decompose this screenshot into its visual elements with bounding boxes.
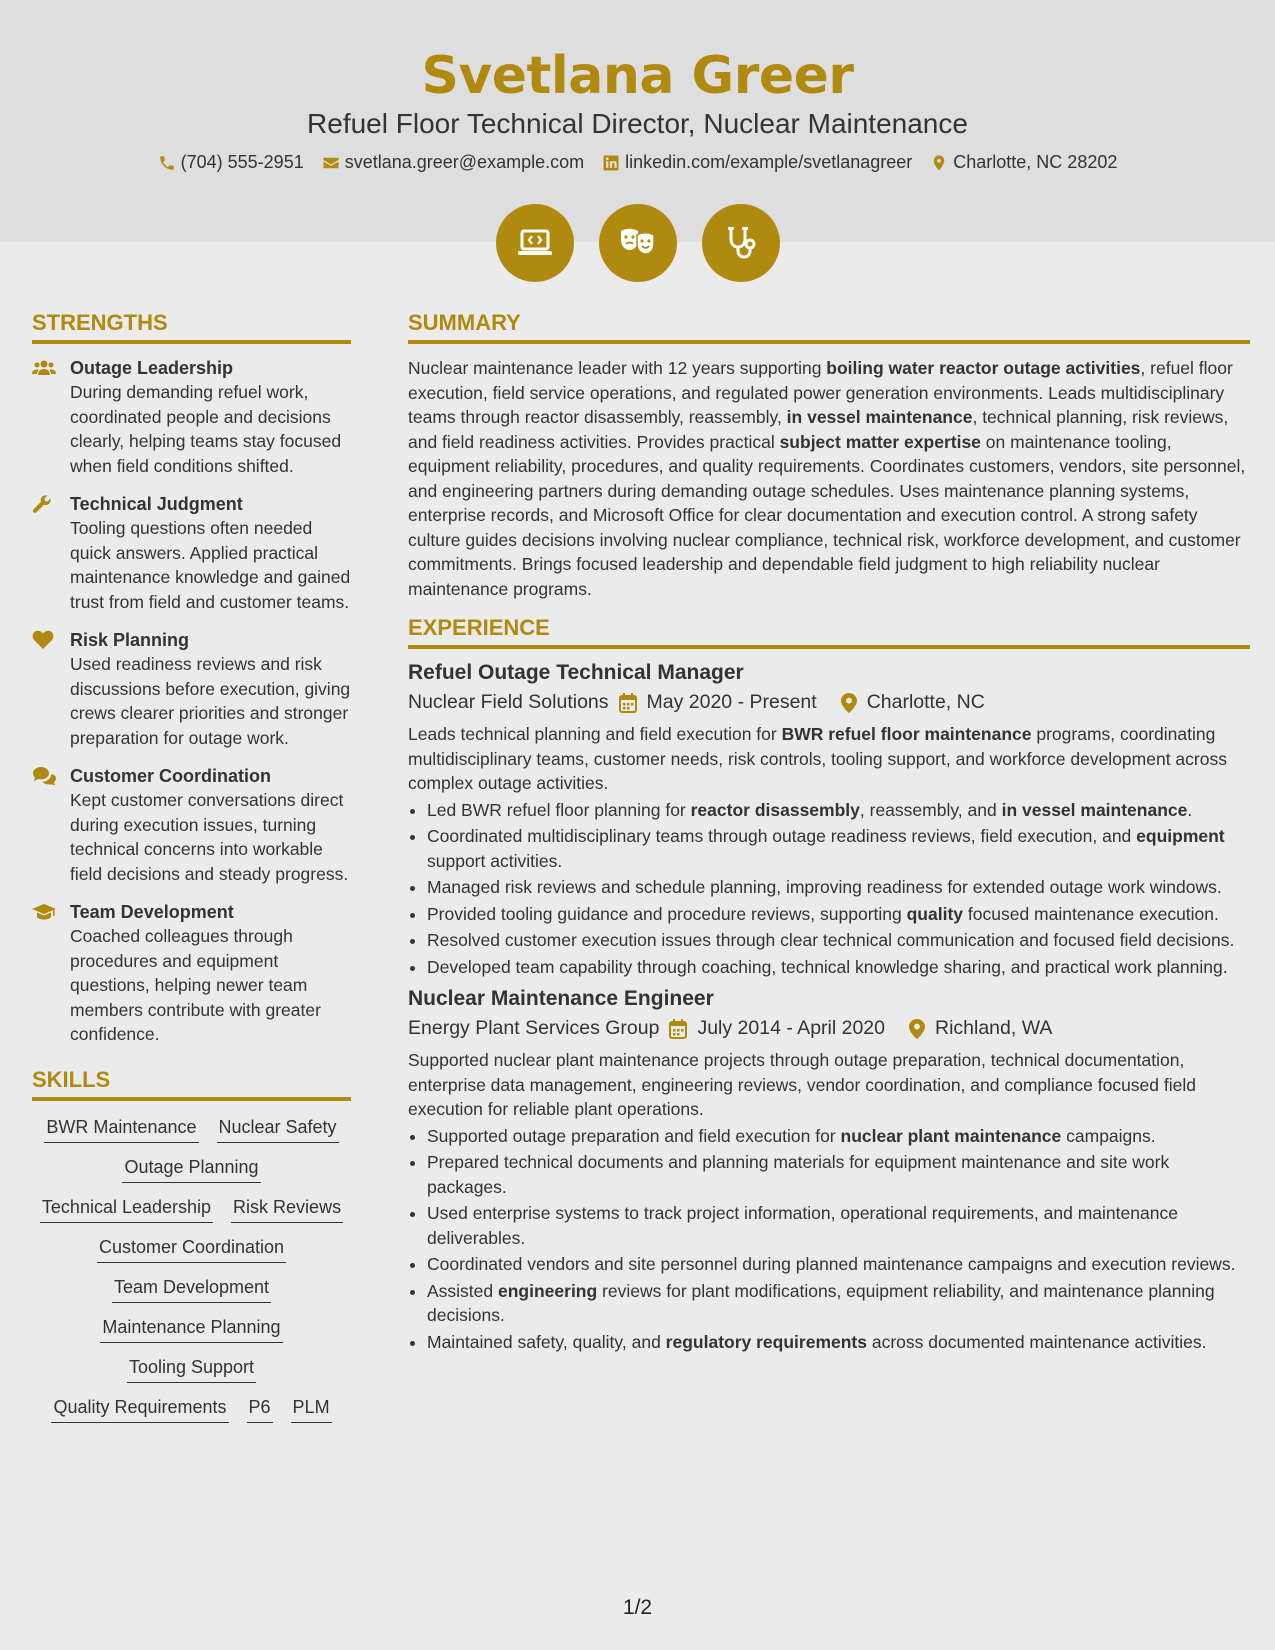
job-title: Nuclear Maintenance Engineer [408,987,714,1010]
skill-tag: Nuclear Safety [217,1113,339,1143]
job-title: Refuel Outage Technical Manager [408,661,744,684]
theater-masks-icon [599,204,677,282]
job-entry [408,987,1250,1354]
contact-email[interactable] [322,152,584,173]
skill-tag: Outage Planning [122,1153,260,1183]
job-dates: July 2014 - April 2020 [697,1017,885,1039]
map-marker-icon [930,154,948,172]
strength-title: Outage Leadership [70,358,234,378]
users-icon [32,358,56,378]
list-item: • Supported outage preparation and field execution for nuclear plant maintenance campaigns. [427,1124,1250,1149]
list-item: • Coordinated multidisciplinary teams through outage readiness reviews, field execution, and equipment support activities. [427,824,1250,873]
job-company: Energy Plant Services Group [408,1017,660,1039]
envelope-icon [322,154,340,172]
strength-desc: Kept customer conversations direct during execution issues, turning technical concerns into workable field decisions and steady progress. [70,790,349,884]
skills-list [32,1113,351,1423]
skill-tag: PLM [291,1393,332,1423]
contact-phone[interactable] [158,152,304,173]
experience-heading: EXPERIENCE [408,615,1250,649]
stethoscope-icon [702,204,780,282]
list-item: • Coordinated vendors and site personnel during planned maintenance campaigns and execution reviews. [427,1252,1250,1277]
skill-tag: Maintenance Planning [100,1313,282,1343]
strength-title: Customer Coordination [70,766,271,786]
location-text: Charlotte, NC 28202 [953,152,1118,172]
phone-icon [158,154,176,172]
left-column [32,310,351,1423]
laptop-code-icon [496,204,574,282]
heart-icon [32,630,54,650]
strengths-heading: STRENGTHS [32,310,351,344]
strength-desc: During demanding refuel work, coordinated people and decisions clearly, helping teams stay focused when field conditions shifted. [70,382,342,476]
list-item: • Developed team capability through coaching, technical knowledge sharing, and practical work planning. [427,955,1250,980]
page-number: 1/2 [622,1596,653,1619]
contact-bar [0,152,1275,173]
list-item: • Resolved customer execution issues through clear technical communication and focused field decisions. [427,928,1250,953]
list-item: • Used enterprise systems to track project information, operational requirements, and maintenance deliverables. [427,1201,1250,1250]
candidate-name: Svetlana Greer [421,46,854,106]
job-description: Leads technical planning and field execution for BWR refuel floor maintenance programs, coordinating multidisciplinary teams, customer needs, risk controls, tooling support, and workforce development across complex outage activities. [408,724,1227,793]
job-location: Richland, WA [935,1017,1053,1039]
right-column [408,310,1250,1360]
job-entry [408,661,1250,979]
strength-item [32,764,351,886]
linkedin-text: linkedin.com/example/svetlanagreer [625,152,913,172]
job-company: Nuclear Field Solutions [408,691,609,713]
skill-tag: Quality Requirements [51,1393,228,1423]
list-item: • Maintained safety, quality, and regulatory requirements across documented maintenance activities. [427,1330,1250,1355]
strength-desc: Tooling questions often needed quick answers. Applied practical maintenance knowledge and gained trust from field and customer teams. [70,518,351,612]
skill-tag: P6 [247,1393,273,1423]
skill-tag: Technical Leadership [40,1193,213,1223]
calendar-icon [669,1019,687,1039]
strength-title: Team Development [70,902,234,922]
linkedin-icon [602,154,620,172]
wrench-icon [32,494,52,514]
skill-tag: Tooling Support [127,1353,256,1383]
summary-heading: SUMMARY [408,310,1250,344]
list-item: • Provided tooling guidance and procedure reviews, supporting quality focused maintenance execution. [427,902,1250,927]
skills-heading: SKILLS [32,1067,351,1101]
job-meta [408,691,1250,714]
strength-desc: Coached colleagues through procedures and equipment questions, helping newer team members contribute with greater confidence. [70,926,321,1044]
contact-location [930,152,1117,173]
strength-item [32,492,351,614]
strength-item [32,356,351,478]
job-dates: May 2020 - Present [646,691,817,713]
job-location: Charlotte, NC [866,691,985,713]
list-item: • Managed risk reviews and schedule planning, improving readiness for extended outage work windows. [427,875,1250,900]
skill-tag: Risk Reviews [231,1193,343,1223]
strength-desc: Used readiness reviews and risk discussions before execution, giving crews clearer priorities and stronger preparation for outage work. [70,654,351,748]
map-marker-icon [909,1019,925,1039]
email-text: svetlana.greer@example.com [344,152,585,172]
skill-tag: Team Development [112,1273,271,1303]
contact-linkedin[interactable] [602,152,912,173]
skill-tag: BWR Maintenance [44,1113,198,1143]
phone-text: (704) 555-2951 [180,152,304,172]
list-item: • Led BWR refuel floor planning for reactor disassembly, reassembly, and in vessel maintenance. [427,798,1250,823]
comments-icon [32,766,56,786]
job-meta [408,1017,1250,1040]
summary-text: Nuclear maintenance leader with 12 years supporting boiling water reactor outage activities, refuel floor execution, field service operations, and regulated power generation environments. Leads multidisciplinary teams through reactor disassembly, reassembly, in vessel maintenance, technical planning, risk reviews, and field readiness activities. Provides practical subject matter expertise on maintenance tooling, equipment reliability, procedures, and quality requirements. Coordinates customers, vendors, site personnel, and engineering partners during demanding outage schedules. Uses maintenance planning systems, enterprise records, and Microsoft Office for clear documentation and execution control. A strong safety culture guides decisions involving nuclear compliance, technical risk, workforce development, and customer commitments. Brings focused leadership and dependable field judgment to high reliability nuclear maintenance programs. [408,358,1246,599]
strength-item [32,628,351,750]
strength-title: Technical Judgment [70,494,243,514]
job-bullets [408,1124,1250,1355]
job-bullets [408,798,1250,980]
skill-tag: Customer Coordination [97,1233,286,1263]
calendar-icon [619,693,637,713]
graduation-cap-icon [32,902,56,922]
strength-title: Risk Planning [70,630,190,650]
list-item: • Prepared technical documents and planning materials for equipment maintenance and site work packages. [427,1150,1250,1199]
job-description: Supported nuclear plant maintenance projects through outage preparation, technical documentation, enterprise data management, engineering reviews, vendor coordination, and compliance focused field execution for reliable plant operations. [408,1050,1196,1119]
candidate-title: Refuel Floor Technical Director, Nuclear Maintenance [307,108,968,139]
list-item: • Assisted engineering reviews for plant modifications, equipment reliability, and maintenance planning decisions. [427,1279,1250,1328]
interest-icons [0,204,1275,282]
map-marker-icon [841,693,857,713]
strength-item [32,900,351,1047]
